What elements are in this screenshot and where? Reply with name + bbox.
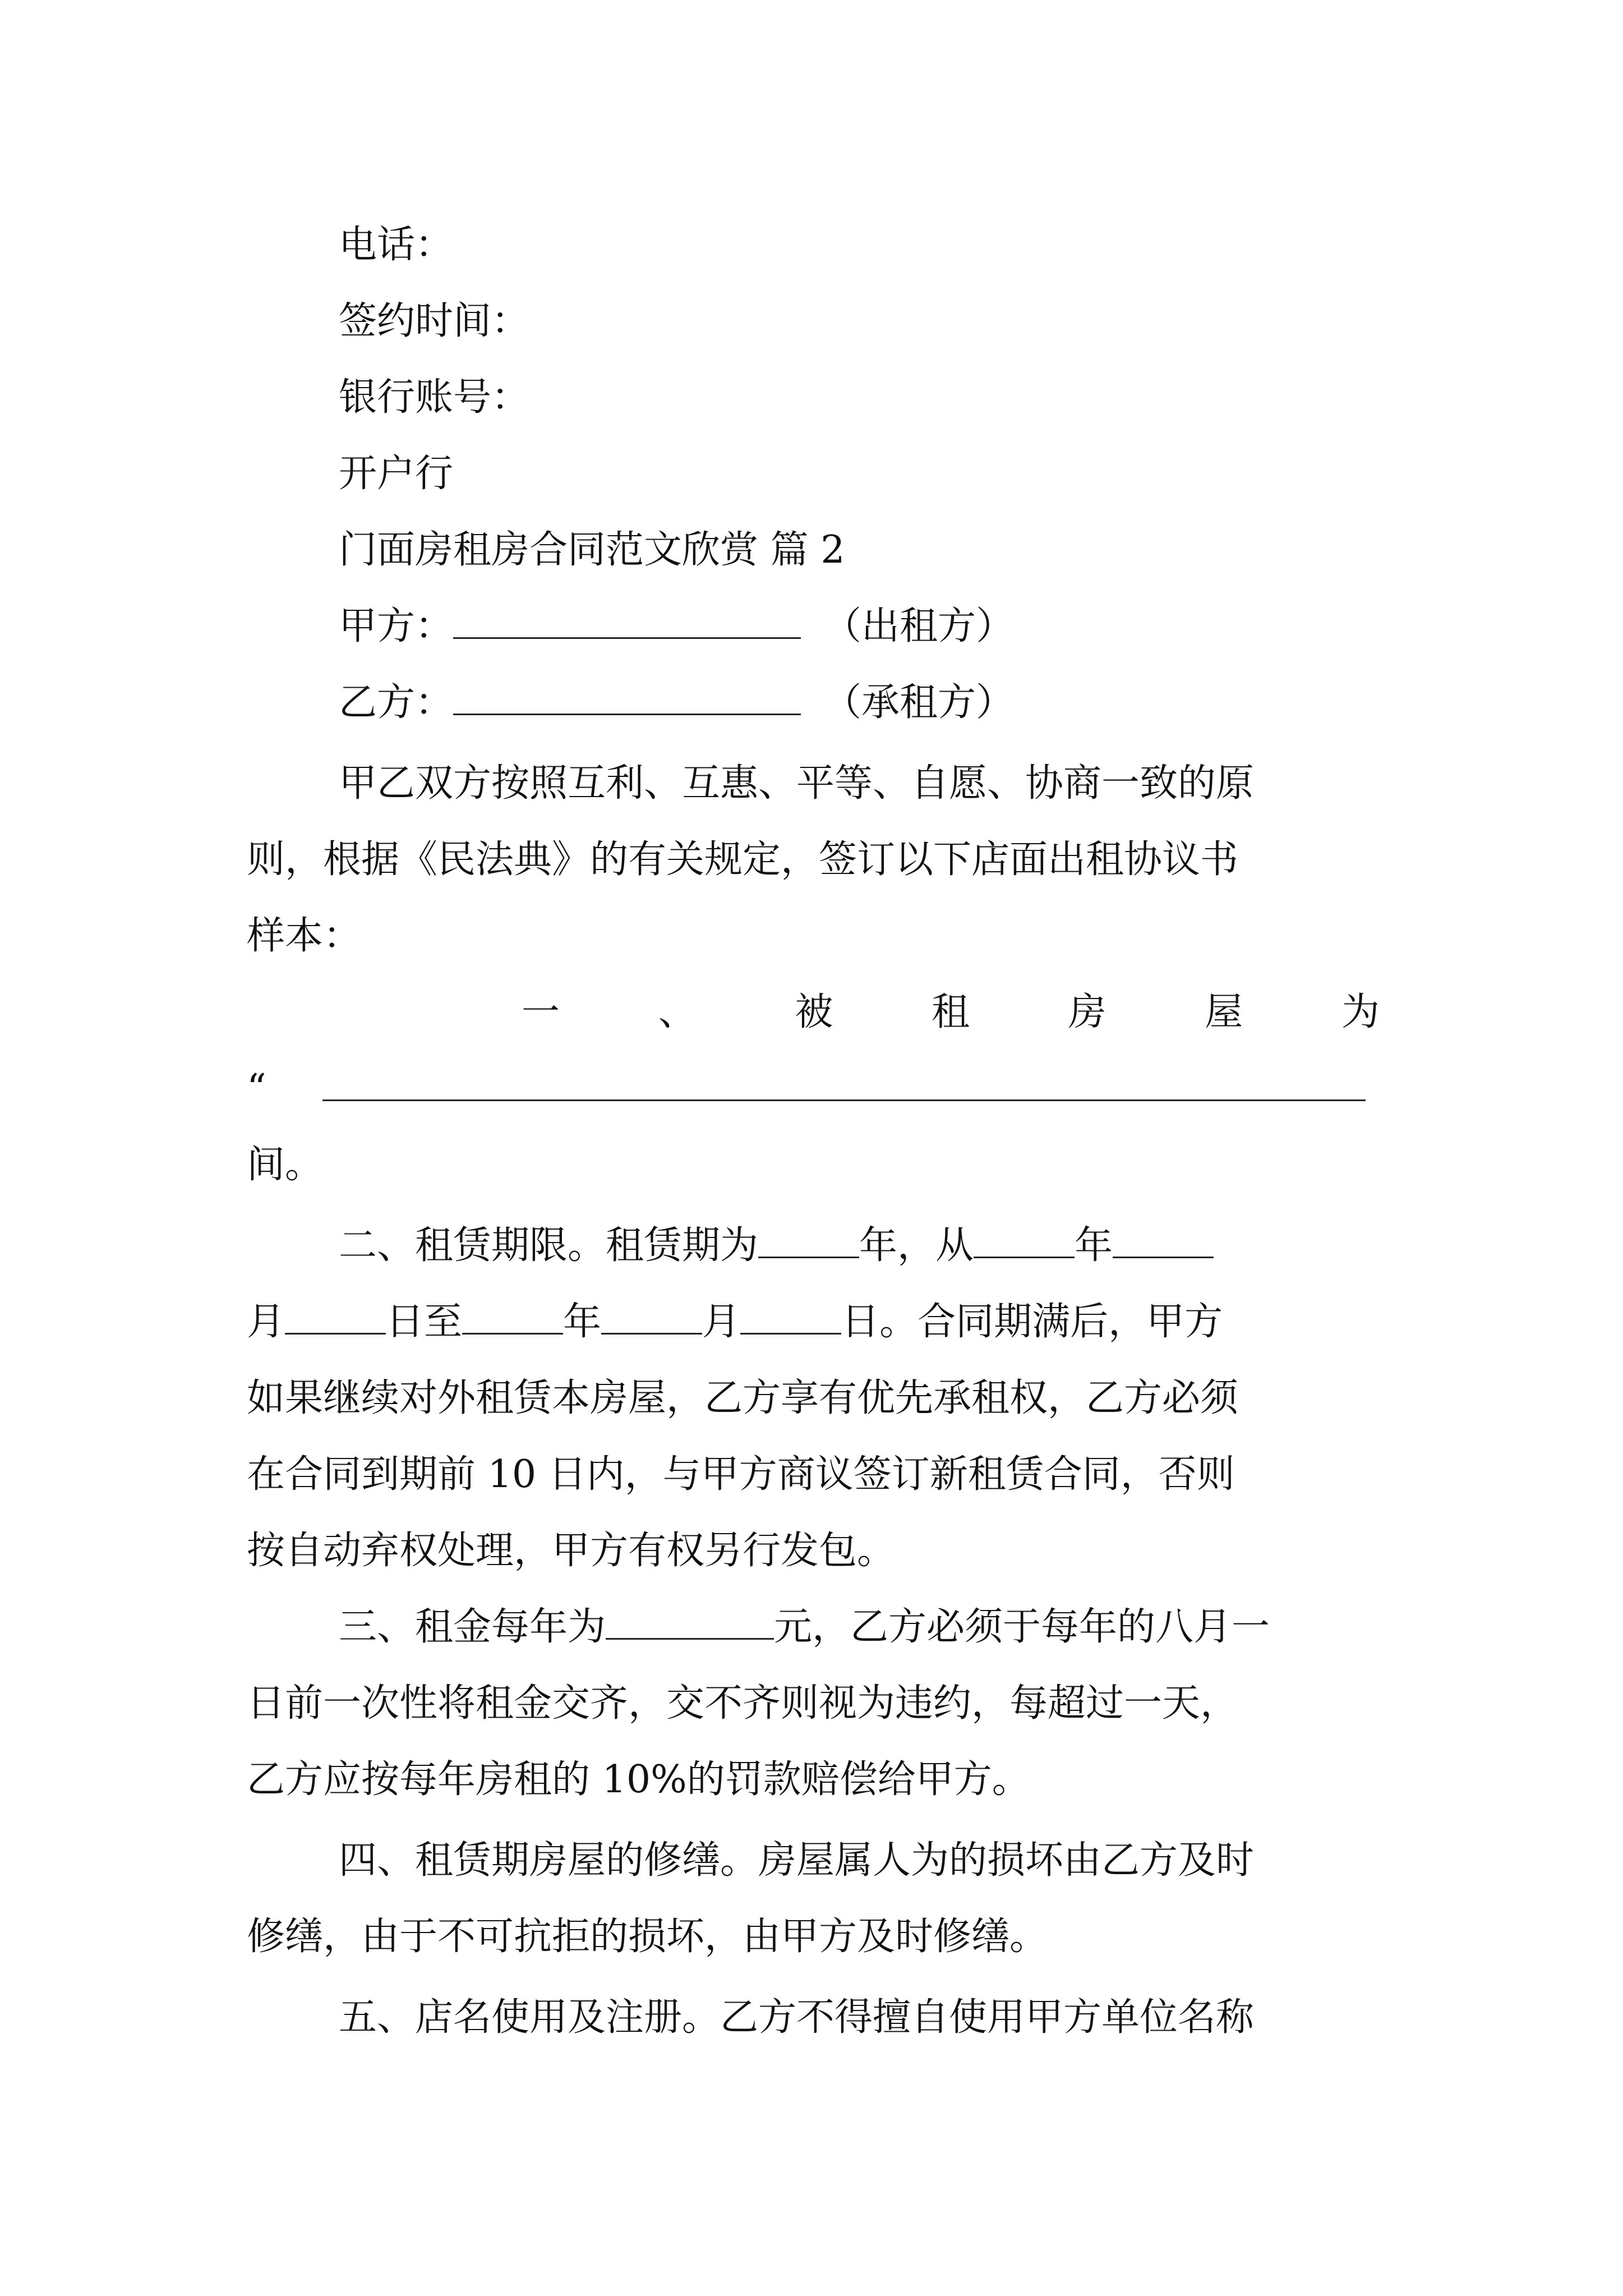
party-b-blank [453,673,801,715]
clause-1-char: 为 [1341,990,1380,1034]
clause-1-char: 房 [1068,990,1106,1034]
party-a-role: （出租方） [823,604,1015,648]
party-b-label: 乙方： [339,680,454,725]
clause-2-line-4: 在合同到期前 10 日内，与甲方商议签订新租赁合同，否则 [247,1452,1235,1497]
clause-1-char: 被 [795,990,833,1034]
clause-1-blank [322,1059,1366,1101]
party-b-line [339,672,1380,734]
clause-1-line-1 [522,982,1380,1043]
clause-3-line-1 [339,1596,1380,1658]
bank-line: 开户行 [339,452,454,496]
clause-4-line-1: 四、租赁期房屋的修缮。房屋属人为的损坏由乙方及时 [339,1838,1255,1883]
clause-1-line-2 [247,1058,1380,1120]
clause-4-line-2: 修缮，由于不可抗拒的损坏，由甲方及时修缮。 [247,1915,1048,1959]
contract-title: 门面房租房合同范文欣赏 篇 2 [339,528,845,572]
clause-2-text: 年 [1075,1223,1113,1268]
clause-2-text: 年 [563,1300,602,1344]
clause-1-line-3: 间。 [247,1143,324,1187]
clause-1-quote: “ [247,1066,266,1111]
bank-account-line: 银行账号： [339,375,530,420]
clause-3-text: 元，乙方必须于每年的八月一 [774,1605,1270,1649]
end-year-blank [462,1292,563,1335]
clause-2-line-5: 按自动弃权处理，甲方有权另行发包。 [247,1529,896,1573]
end-month-blank [601,1292,702,1335]
clause-2-text: 月 [702,1300,741,1344]
clause-1-char: 租 [931,990,970,1034]
clause-2-line-2 [247,1291,1380,1353]
clause-2-text: 二、租赁期限。租赁期为 [339,1223,759,1268]
start-day-blank [285,1292,386,1335]
clause-2-text: 月 [247,1300,285,1344]
start-year-blank [974,1216,1075,1258]
party-b-role: （承租方） [823,680,1015,725]
clause-1-char: 一 [522,990,560,1034]
clause-3-text: 三、租金每年为 [339,1605,606,1649]
clause-3-line-2: 日前一次性将租金交齐，交不齐则视为违约，每超过一天， [247,1681,1239,1726]
intro-line-1: 甲乙双方按照互利、互惠、平等、自愿、协商一致的原 [339,761,1255,806]
start-month-blank [1113,1216,1214,1258]
end-day-blank [740,1292,841,1335]
intro-line-2: 则，根据《民法典》的有关规定，签订以下店面出租协议书 [247,838,1239,882]
term-years-blank [758,1216,859,1258]
clause-2-text: 日至 [386,1300,463,1344]
party-a-blank [453,597,801,639]
clause-2-text: 日。合同期满后，甲方 [841,1300,1223,1344]
clause-2-line-1 [339,1215,1380,1277]
intro-line-3: 样本： [247,914,362,958]
clause-3-line-3: 乙方应按每年房租的 10%的罚款赔偿给甲方。 [247,1757,1030,1802]
clause-1-char: 屋 [1205,990,1243,1034]
rent-amount-blank [606,1598,774,1640]
sign-time-line: 签约时间： [339,299,530,343]
clause-1-char: 、 [658,990,697,1034]
party-a-line [339,596,1380,657]
clause-2-text: 年，从 [859,1223,974,1268]
party-a-label: 甲方： [339,604,454,648]
clause-5-line-1: 五、店名使用及注册。乙方不得擅自使用甲方单位名称 [339,1995,1255,2040]
clause-2-line-3: 如果继续对外租赁本房屋，乙方享有优先承租权，乙方必须 [247,1376,1239,1420]
phone-line: 电话： [339,223,454,267]
